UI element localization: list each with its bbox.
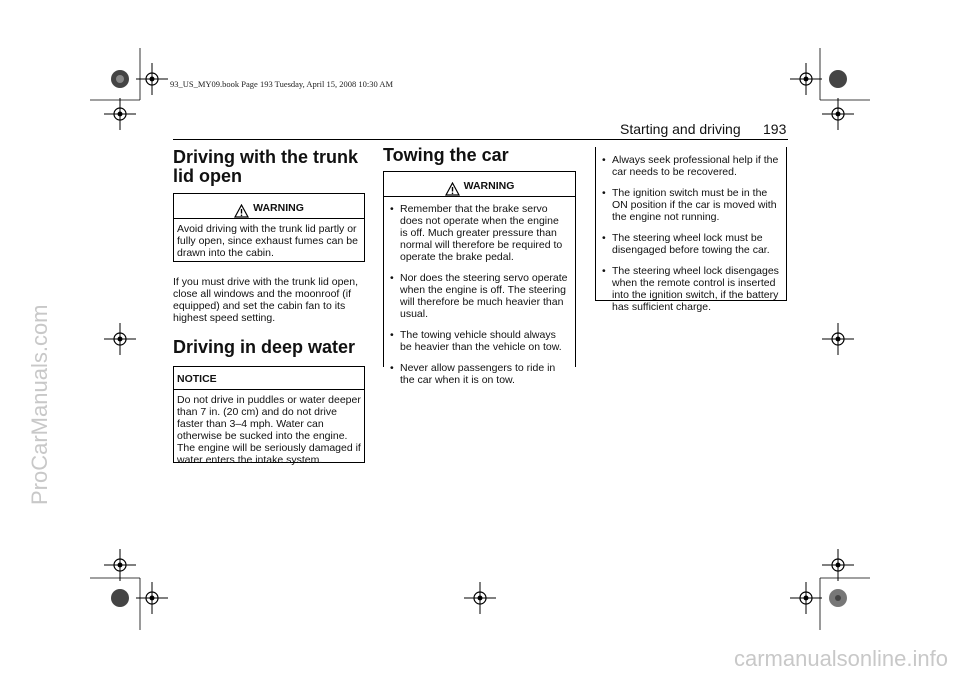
towing-warning-list — [384, 197, 575, 386]
print-slug: 93_US_MY09.book Page 193 Tuesday, April 15, 2008 10:30 AM — [170, 79, 394, 89]
section-title: Starting and driving — [620, 121, 741, 137]
list-item: • Always seek professional help if the car needs to be recovered. — [602, 154, 780, 178]
registration-mark-icon — [790, 582, 822, 614]
registration-mark-icon — [104, 323, 136, 355]
list-item: • The steering wheel lock must be disengaged before towing the car. — [602, 232, 780, 256]
registration-mark-icon — [822, 98, 854, 130]
column-2 — [383, 146, 578, 165]
heading-towing: Towing the car — [383, 145, 509, 165]
warning-header — [384, 172, 575, 197]
heading-trunk-lid: Driving with the trunk lid open — [173, 147, 359, 186]
towing-continued-list — [596, 147, 786, 313]
notice-title: NOTICE — [174, 367, 364, 390]
heading-deep-water: Driving in deep water — [173, 337, 356, 357]
list-item: • The steering wheel lock disengages when the remote control is inserted into the ignition switch, if the battery has sufficient charge. — [602, 265, 780, 313]
side-watermark: ProCarManuals.com — [27, 304, 52, 505]
warning-box-trunk — [173, 193, 365, 262]
registration-mark-icon — [822, 549, 854, 581]
list-item: • Remember that the brake servo does not operate when the engine is off. Much greater pressure than normal will therefore be required to operate the brake pedal. — [390, 203, 569, 263]
page-number: 193 — [763, 121, 787, 137]
list-item: • Nor does the steering servo operate when the engine is off. The steering will therefore be much heavier than usual. — [390, 272, 569, 320]
registration-mark-icon — [464, 582, 496, 614]
registration-mark-icon — [104, 549, 136, 581]
registration-mark-icon — [136, 63, 168, 95]
header-rule — [173, 139, 788, 140]
list-item: • Never allow passengers to ride in the car when it is on tow. — [390, 362, 569, 386]
registration-mark-icon — [829, 70, 847, 88]
list-item: • The ignition switch must be in the ON position if the car is moved with the engine not running. — [602, 187, 780, 223]
registration-mark-icon — [104, 98, 136, 130]
bottom-watermark: carmanualsonline.info — [733, 646, 948, 671]
registration-mark-icon — [829, 589, 847, 607]
registration-mark-icon — [790, 63, 822, 95]
trunk-paragraph: If you must drive with the trunk lid open, close all windows and the moonroof (if equipped) and set the cabin fan to its highest speed setting. — [173, 276, 359, 324]
registration-mark-icon — [822, 323, 854, 355]
warning-header — [174, 194, 364, 219]
warning-triangle-icon — [234, 204, 249, 218]
warning-triangle-icon — [445, 182, 460, 196]
warning-title: WARNING — [253, 202, 304, 214]
list-item: • The towing vehicle should always be heavier than the vehicle on tow. — [390, 329, 569, 353]
warning-box-continued — [595, 147, 787, 313]
registration-mark-icon — [111, 70, 129, 88]
warning-title: WARNING — [463, 180, 515, 192]
registration-mark-icon — [111, 589, 129, 607]
column-1 — [173, 147, 368, 466]
warning-box-towing — [383, 171, 576, 386]
registration-mark-icon — [136, 582, 168, 614]
notice-text: Do not drive in puddles or water deeper than 7 in. (20 cm) and do not drive faster than 3–4 mph. Water can otherwise be sucked into the engine. The engine will be seriously damaged if water enters the intake system. — [177, 394, 361, 466]
warning-text: Avoid driving with the trunk lid partly or fully open, since exhaust fumes can be drawn into the cabin. — [177, 223, 358, 259]
notice-box — [173, 366, 365, 466]
